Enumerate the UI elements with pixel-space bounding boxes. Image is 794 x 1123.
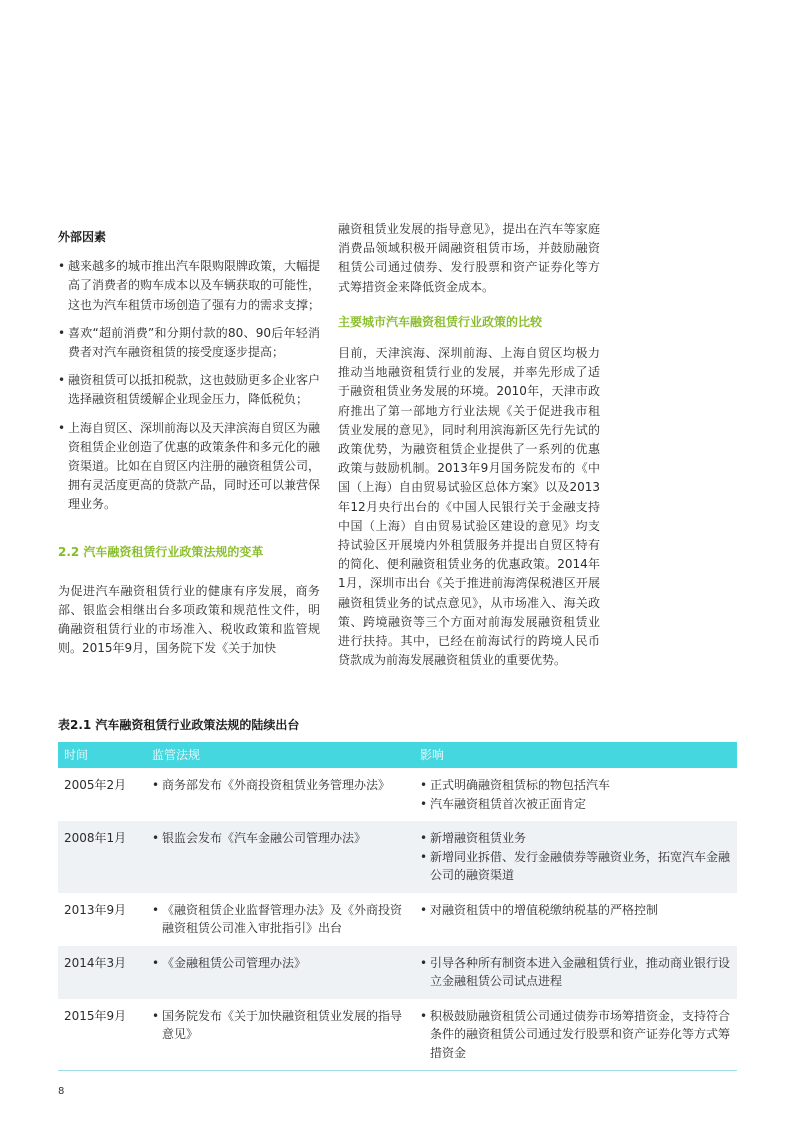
external-factors-heading: 外部因素 [58,230,107,244]
list-item: • 喜欢“超前消费”和分期付款的80、90后年轻消费者对汽车融资租赁的接受度逐步提高； [58,324,320,362]
impact-cell [414,821,737,893]
continuation-paragraph: 融资租赁业发展的指导意见》，提出在汽车等家庭消费品领域积极开阔融资租赁市场，并鼓励融资租赁公司通过债券、发行股票和资产证券化等方式筹措资金来降低资金成本。 [338,222,600,294]
section-heading: 2.2 汽车融资租赁行业政策法规的变革 [58,544,264,559]
impact-item: • 积极鼓励融资租赁公司通过债券市场筹措资金，支持符合条件的融资租赁公司通过发行股票和资产证券化等方式筹措资金 [420,1007,733,1063]
time-cell: 2014年3月 [58,946,146,999]
regulation-item: • 《金融租赁公司管理办法》 [152,954,410,973]
regulation-item: • 商务部发布《外商投资租赁业务管理办法》 [152,776,410,795]
city-policy-comparison-heading: 主要城市汽车融资租赁行业政策的比较 [338,314,543,329]
list-item: • 融资租赁可以抵扣税款，这也鼓励更多企业客户选择融资租赁缓解企业现金压力，降低税负； [58,371,320,409]
policy-table [58,742,737,1071]
external-factors-list [58,257,320,514]
table-row [58,999,737,1071]
left-column [58,228,320,659]
table-row [58,893,737,946]
regulation-cell [146,821,414,893]
table-row [58,768,737,821]
page-number: 8 [58,1086,65,1097]
column-header: 监管法规 [146,742,414,768]
table-row [58,821,737,893]
section-paragraph: 为促进汽车融资租赁行业的健康有序发展，商务部、银监会相继出台多项政策和规范性文件，明确融资租赁行业的市场准入、税收政策和监管规则。2015年9月，国务院下发《关于加快 [58,583,320,656]
city-policy-paragraph: 目前，天津滨海、深圳前海、上海自贸区均极力推动当地融资租赁行业的发展，并率先形成了适于融资租赁业务发展的环境。2010年，天津市政府推出了第一部地方行业法规《关于促进我市租赁业发展的意见》，同时利用滨海新区先行先试的政策优势，为融资租赁企业提供了一系列的优惠政策与鼓励机制。2013年9月国务院发布的《中国（上海）自由贸易试验区总体方案》以及2013年12月央行出台的《中国人民银行关于金融支持中国（上海）自由贸易试验区建设的意见》均支持试验区开展境内外租赁服务并提出自贸区特有的简化、便利融资租赁业务的优惠政策。2014年1月，深圳市出台《关于推进前海湾保税港区开展融资租赁业务的试点意见》，从市场准入、海关政策、跨境融资等三个方面对前海发展融资租赁业进行扶持。其中，已经在前海试行的跨境人民币贷款成为前海发展融资租赁业的重要优势。 [338,346,600,668]
impact-item: • 新增同业拆借、发行金融债券等融资业务，拓宽汽车金融公司的融资渠道 [420,848,733,885]
time-cell: 2008年1月 [58,821,146,893]
impact-item: • 正式明确融资租赁标的物包括汽车 [420,776,733,795]
time-cell: 2013年9月 [64,902,127,917]
right-column [338,220,600,670]
impact-item: • 对融资租赁中的增值税缴纳税基的严格控制 [420,901,733,920]
regulation-item: • 银监会发布《汽车金融公司管理办法》 [152,829,410,848]
impact-cell [414,946,737,999]
regulation-cell [146,999,414,1071]
impact-cell [414,893,737,946]
table-title: 表2.1 汽车融资租赁行业政策法规的陆续出台 [58,718,300,732]
list-item: • 上海自贸区、深圳前海以及天津滨海自贸区为融资租赁企业创造了优惠的政策条件和多元化的融资渠道。比如在自贸区内注册的融资租赁公司，拥有灵活度更高的贷款产品，同时还可以兼营保理业务。 [58,419,320,515]
regulation-cell [146,946,414,999]
impact-cell [414,999,737,1071]
regulation-cell [146,768,414,821]
impact-item: • 引导各种所有制资本进入金融租赁行业，推动商业银行设立金融租赁公司试点进程 [420,954,733,991]
impact-cell [414,768,737,821]
impact-item: • 新增融资租赁业务 [420,829,733,848]
time-cell: 2005年2月 [64,778,127,792]
regulation-item: • 国务院发布《关于加快融资租赁业发展的指导意见》 [152,1007,410,1044]
regulation-cell [146,893,414,946]
table-row [58,946,737,999]
impact-item: • 汽车融资租赁首次被正面肯定 [420,795,733,814]
column-header: 时间 [58,742,146,768]
column-header: 影响 [414,742,737,768]
table-header-row [58,742,737,768]
list-item: • 越来越多的城市推出汽车限购限牌政策，大幅提高了消费者的购车成本以及车辆获取的可能性，这也为汽车租赁市场创造了强有力的需求支撑； [58,257,320,315]
time-cell: 2015年9月 [58,999,146,1071]
regulation-item: • 《融资租赁企业监督管理办法》及《外商投资融资租赁公司准入审批指引》出台 [152,901,410,938]
